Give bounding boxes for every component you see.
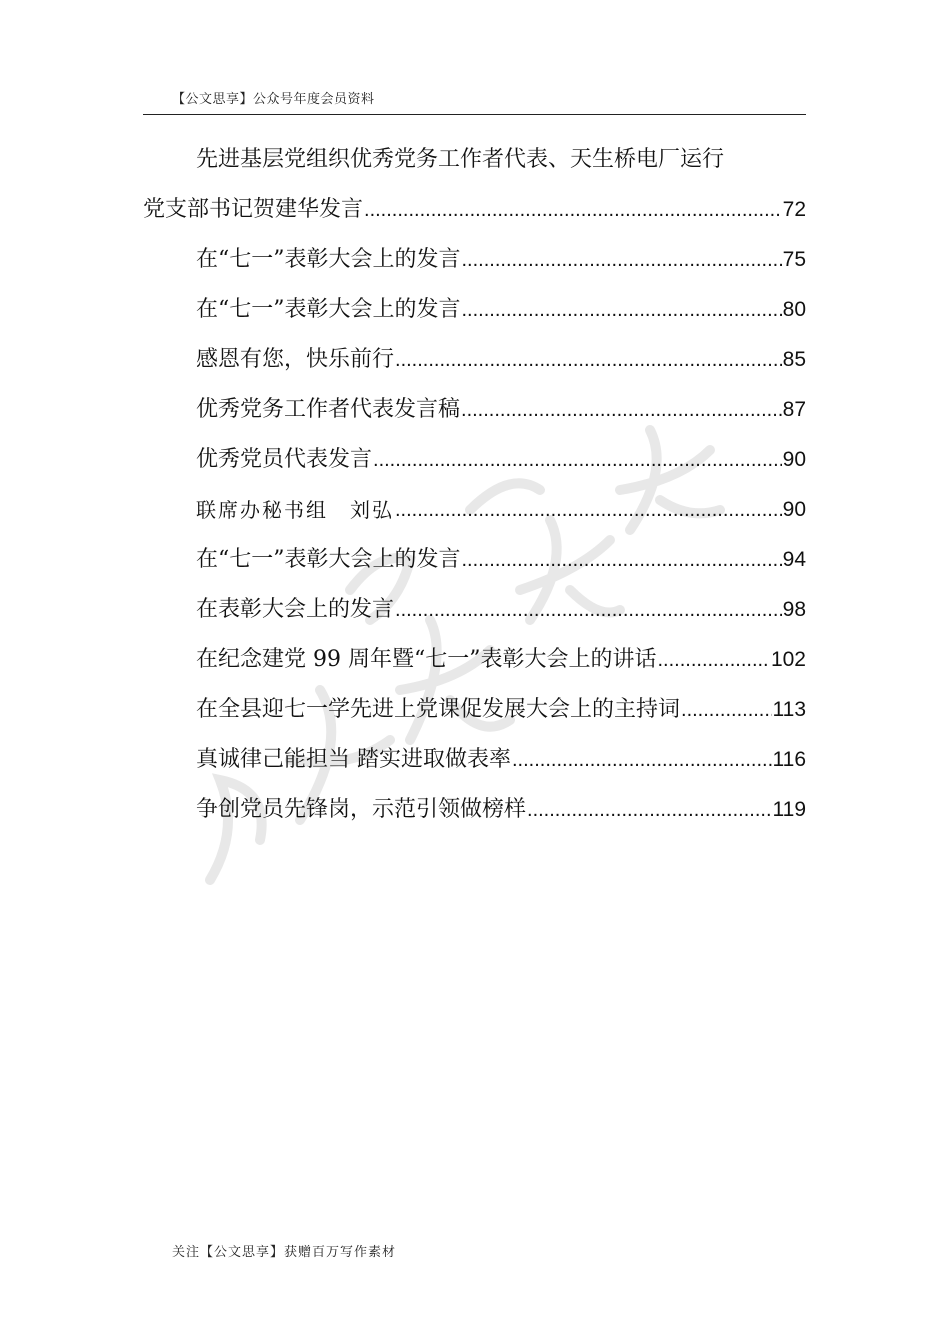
toc-leader-dots <box>395 496 782 524</box>
toc-entry-title: 在“七一”表彰大会上的发言 <box>196 547 461 572</box>
toc-leader-dots <box>527 796 772 824</box>
toc-entry[interactable] <box>143 474 806 524</box>
toc-entry-title: 在纪念建党 99 周年暨“七一”表彰大会上的讲话 <box>196 647 657 672</box>
toc-leader-dots <box>395 596 782 624</box>
toc-page-number: 72 <box>782 198 806 221</box>
toc-entry[interactable] <box>143 174 806 224</box>
toc-entry[interactable] <box>143 274 806 324</box>
toc-entry-title: 优秀党务工作者代表发言稿 <box>196 397 461 422</box>
toc-entry-title: 先进基层党组织优秀党务工作者代表、天生桥电厂运行 <box>196 147 725 172</box>
page-header: 【公文思享】公众号年度会员资料 <box>172 92 375 107</box>
toc-entry[interactable] <box>143 524 806 574</box>
toc-entry[interactable] <box>143 724 806 774</box>
toc-entry-title: 在“七一”表彰大会上的发言 <box>196 247 461 272</box>
toc-page-number: 113 <box>772 698 806 721</box>
toc-entry[interactable] <box>143 774 806 824</box>
toc-entry-title: 优秀党员代表发言 <box>196 447 373 472</box>
toc-page-number: 80 <box>782 298 806 321</box>
toc-entry-title: 争创党员先锋岗，示范引领做榜样 <box>196 797 527 822</box>
header-divider <box>143 114 806 115</box>
toc-page-number: 85 <box>782 348 806 371</box>
toc-entry-title-line <box>143 124 806 174</box>
toc-page-number: 98 <box>782 598 806 621</box>
toc-entry[interactable] <box>143 574 806 624</box>
toc-entry[interactable] <box>143 674 806 724</box>
toc-leader-dots <box>395 346 782 374</box>
toc-entry-title: 在表彰大会上的发言 <box>196 597 395 622</box>
toc-entry-title: 感恩有您，快乐前行 <box>196 347 395 372</box>
toc-leader-dots <box>364 196 782 224</box>
toc-entry-title: 真诚律己能担当 踏实进取做表率 <box>196 747 511 772</box>
toc-entry-title: 党支部书记贺建华发言 <box>143 197 364 222</box>
toc-entry-title: 在“七一”表彰大会上的发言 <box>196 297 461 322</box>
toc-leader-dots <box>462 246 782 274</box>
toc-page-number: 75 <box>782 248 806 271</box>
toc-entry[interactable] <box>143 324 806 374</box>
toc-leader-dots <box>462 546 782 574</box>
toc-entry-title: 联席办秘书组 刘弘 <box>196 498 394 522</box>
toc-page-number: 90 <box>782 448 806 471</box>
toc-leader-dots <box>512 746 772 774</box>
toc-entry[interactable] <box>143 624 806 674</box>
toc-leader-dots <box>373 446 782 474</box>
toc-leader-dots <box>462 296 782 324</box>
toc-page-number: 94 <box>782 548 806 571</box>
toc-entry[interactable] <box>143 224 806 274</box>
toc-entry-title: 在全县迎七一学先进上党课促发展大会上的主持词 <box>196 697 681 722</box>
toc-page-number: 102 <box>770 648 806 671</box>
toc-page-number: 87 <box>782 398 806 421</box>
toc-entry[interactable] <box>143 424 806 474</box>
toc-entry[interactable] <box>143 374 806 424</box>
toc-page-number: 116 <box>772 748 806 771</box>
table-of-contents <box>143 124 806 824</box>
toc-page-number: 119 <box>772 798 806 821</box>
toc-leader-dots <box>657 646 769 674</box>
toc-leader-dots <box>461 396 782 424</box>
page-footer: 关注【公文思享】获赠百万写作素材 <box>172 1245 397 1260</box>
toc-page-number: 90 <box>782 498 806 521</box>
toc-leader-dots <box>681 696 772 724</box>
